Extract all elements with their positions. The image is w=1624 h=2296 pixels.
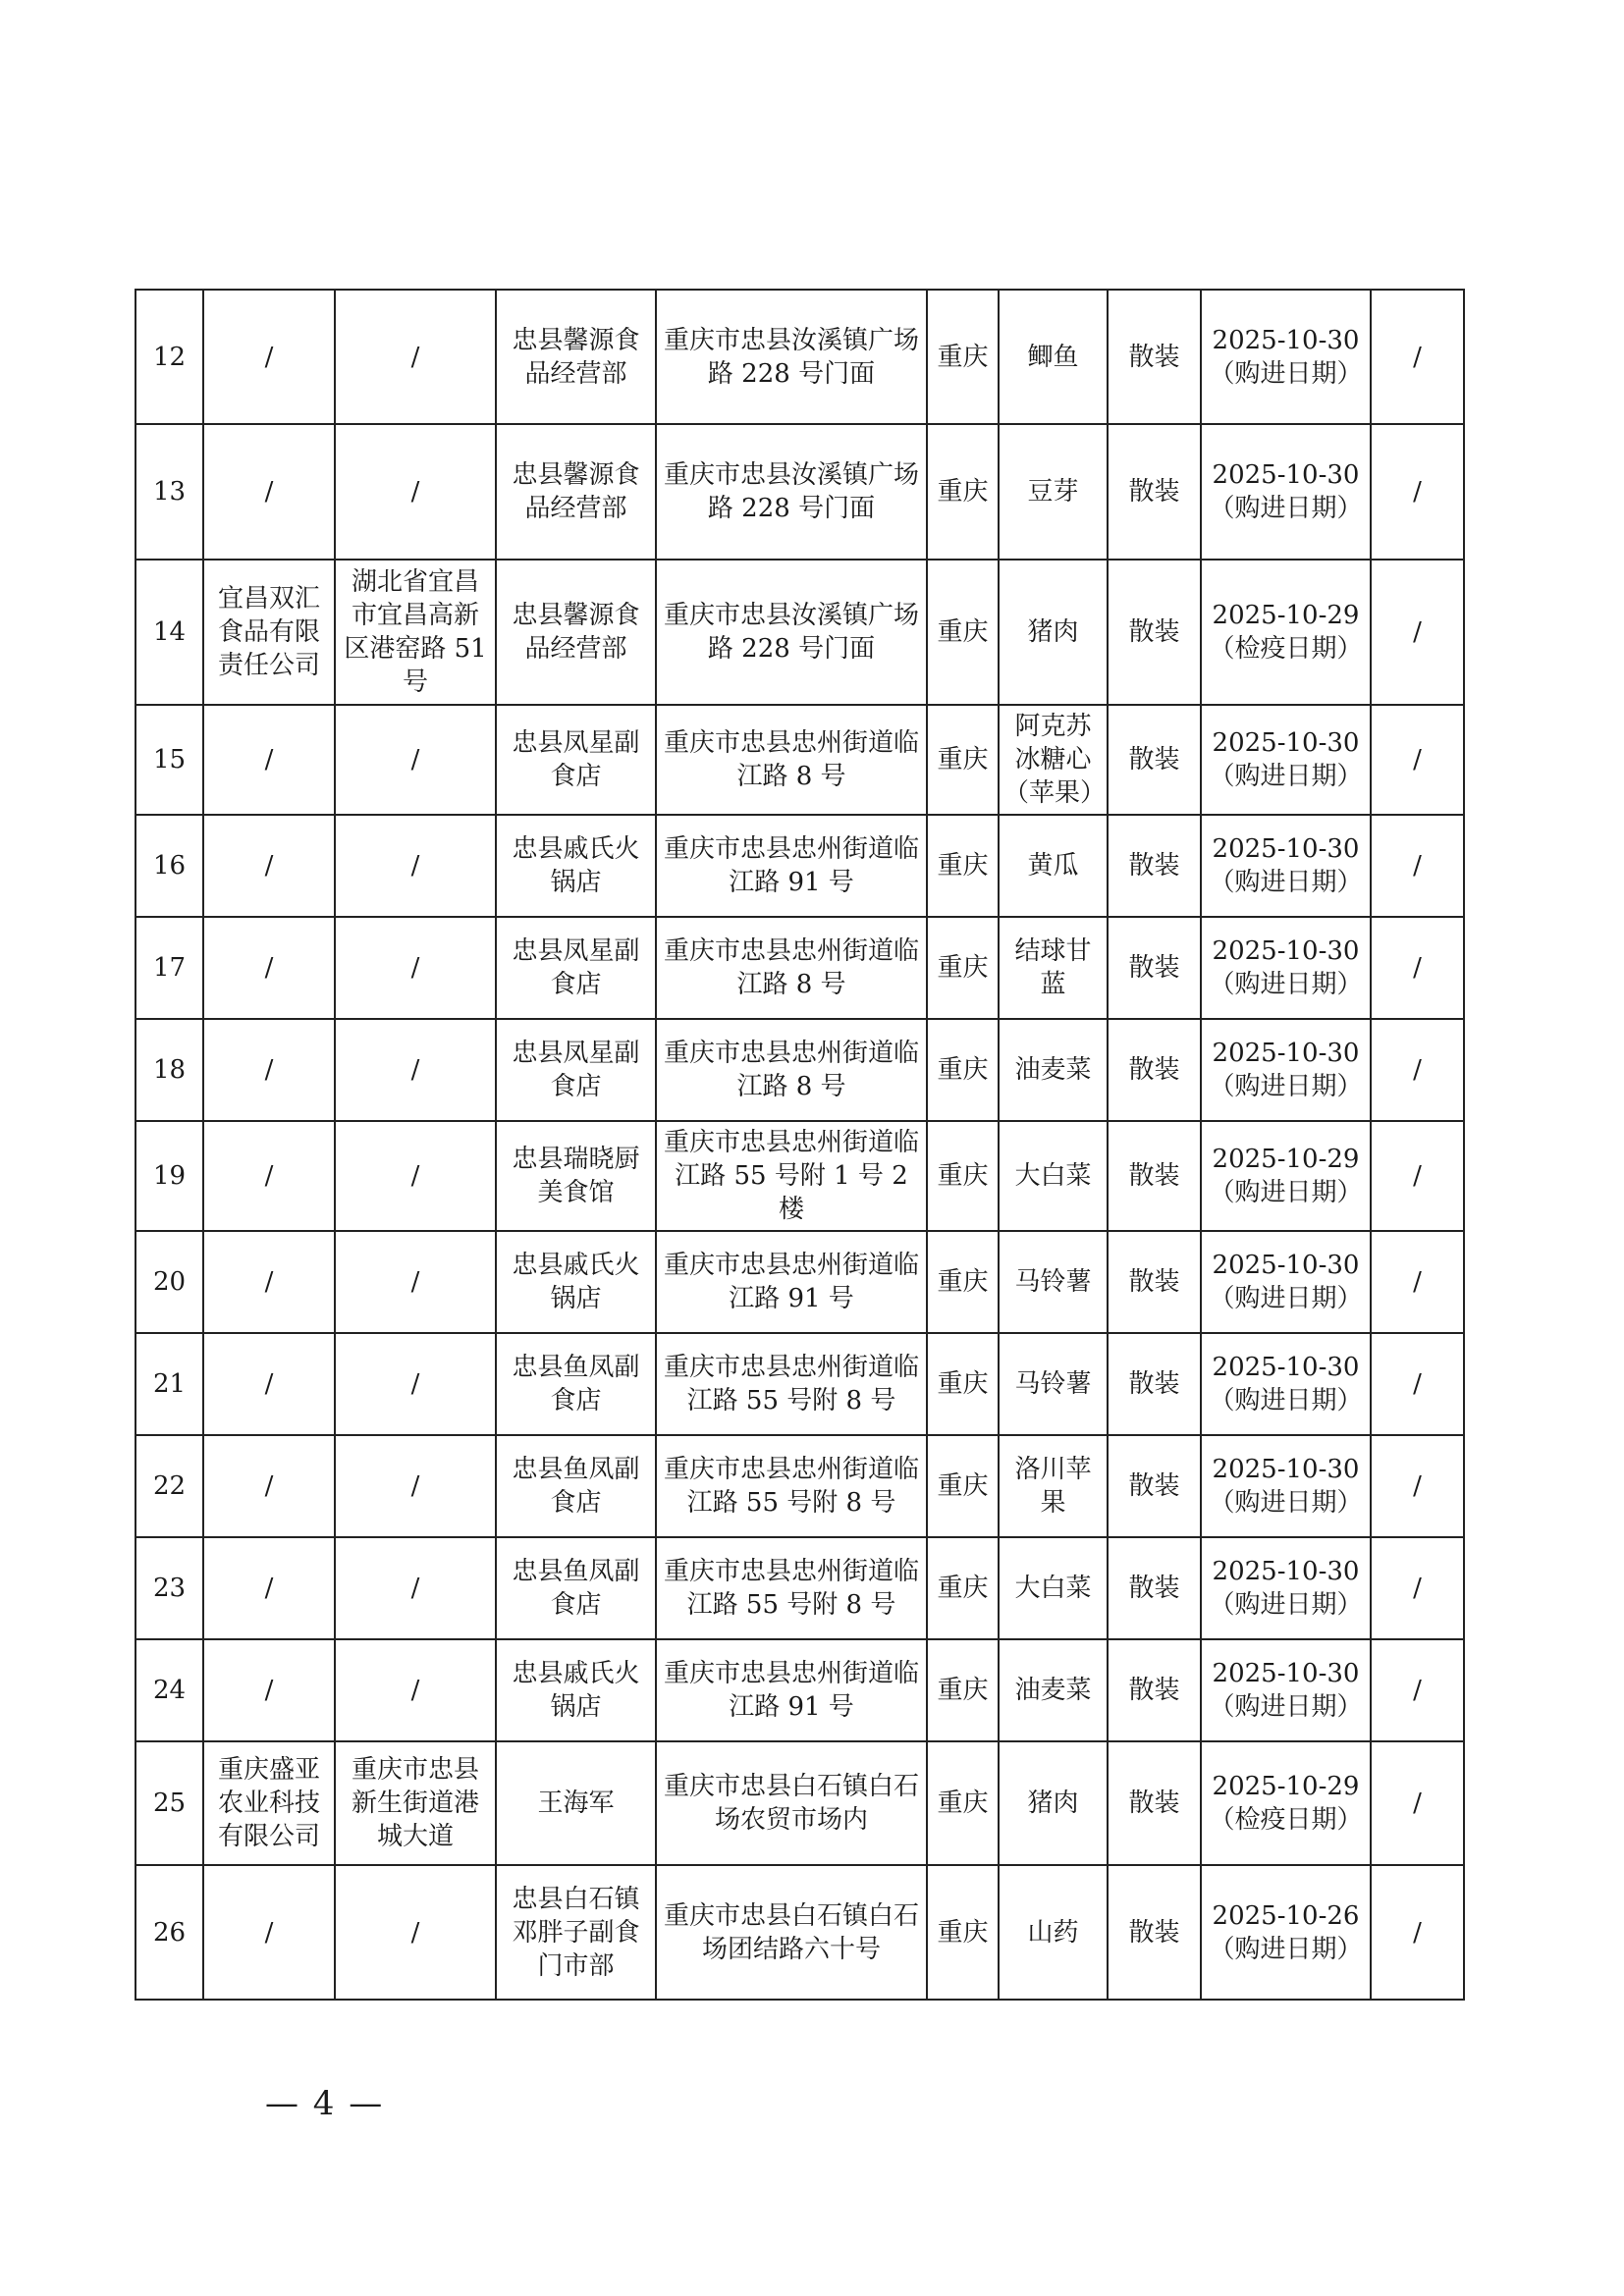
food-name-cell: 山药: [999, 1865, 1108, 2000]
producer-address-cell: 湖北省宜昌市宜昌高新区港窑路 51 号: [335, 560, 496, 705]
date-value: 2025-10-29: [1212, 1145, 1360, 1174]
producer-name-cell: /: [203, 290, 335, 424]
food-name-cell: 大白菜: [999, 1537, 1108, 1639]
table-row: [135, 917, 1464, 1019]
sampled-province-cell: 重庆: [927, 1121, 999, 1231]
sampled-unit-address-cell: 重庆市忠县忠州街道临江路 8 号: [656, 705, 927, 815]
date-value: 2025-10-30: [1212, 1659, 1360, 1688]
sampled-province-cell: 重庆: [927, 1741, 999, 1865]
remarks-cell: /: [1371, 1537, 1464, 1639]
sampled-province-cell: 重庆: [927, 815, 999, 917]
production-date-cell: [1201, 560, 1371, 705]
table-row: [135, 1639, 1464, 1741]
sampled-province-cell: 重庆: [927, 1537, 999, 1639]
sampled-province-cell: 重庆: [927, 290, 999, 424]
remarks-cell: /: [1371, 705, 1464, 815]
date-type: （购进日期）: [1209, 1178, 1363, 1207]
remarks-cell: /: [1371, 815, 1464, 917]
table-body: [135, 290, 1464, 2000]
date-value: 2025-10-30: [1212, 1039, 1360, 1068]
date-value: 2025-10-30: [1212, 460, 1360, 490]
date-type: （购进日期）: [1209, 358, 1363, 389]
table-row: [135, 1435, 1464, 1537]
producer-name-cell: 宜昌双汇食品有限责任公司: [203, 560, 335, 705]
row-number-cell: 12: [135, 290, 203, 424]
remarks-cell: /: [1371, 917, 1464, 1019]
specification-cell: 散装: [1108, 1639, 1201, 1741]
table-row: [135, 1865, 1464, 2000]
production-date-cell: [1201, 1537, 1371, 1639]
remarks-cell: /: [1371, 1121, 1464, 1231]
sampled-unit-name-cell: 忠县馨源食品经营部: [496, 560, 656, 705]
sampled-unit-address-cell: 重庆市忠县白石镇白石场农贸市场内: [656, 1741, 927, 1865]
sampled-unit-name-cell: 忠县瑞晓厨美食馆: [496, 1121, 656, 1231]
producer-address-cell: /: [335, 290, 496, 424]
specification-cell: 散装: [1108, 917, 1201, 1019]
specification-cell: 散装: [1108, 705, 1201, 815]
sampled-unit-name-cell: 王海军: [496, 1741, 656, 1865]
sampled-unit-address-cell: 重庆市忠县汝溪镇广场路 228 号门面: [656, 424, 927, 560]
food-name-cell: 马铃薯: [999, 1231, 1108, 1333]
date-type: （购进日期）: [1209, 762, 1363, 791]
date-type: （购进日期）: [1209, 1934, 1363, 1964]
sampled-unit-address-cell: 重庆市忠县汝溪镇广场路 228 号门面: [656, 560, 927, 705]
producer-address-cell: /: [335, 1333, 496, 1435]
sampled-unit-address-cell: 重庆市忠县忠州街道临江路 55 号附 8 号: [656, 1333, 927, 1435]
sampled-unit-name-cell: 忠县凤星副食店: [496, 917, 656, 1019]
row-number-cell: 17: [135, 917, 203, 1019]
sampled-province-cell: 重庆: [927, 1019, 999, 1121]
producer-address-cell: /: [335, 815, 496, 917]
sampled-unit-address-cell: 重庆市忠县忠州街道临江路 55 号附 8 号: [656, 1537, 927, 1639]
date-value: 2025-10-30: [1212, 936, 1360, 966]
date-value: 2025-10-30: [1212, 1251, 1360, 1280]
table-row: [135, 424, 1464, 560]
producer-name-cell: /: [203, 1537, 335, 1639]
table-row: [135, 1333, 1464, 1435]
production-date-cell: [1201, 705, 1371, 815]
sampling-results-table: [135, 289, 1465, 2001]
sampled-province-cell: 重庆: [927, 1865, 999, 2000]
producer-name-cell: 重庆盛亚农业科技有限公司: [203, 1741, 335, 1865]
sampled-unit-name-cell: 忠县鱼凤副食店: [496, 1333, 656, 1435]
producer-name-cell: /: [203, 1639, 335, 1741]
food-name-cell: 阿克苏冰糖心（苹果）: [999, 705, 1108, 815]
row-number-cell: 16: [135, 815, 203, 917]
sampled-province-cell: 重庆: [927, 560, 999, 705]
table-row: [135, 560, 1464, 705]
table-row: [135, 290, 1464, 424]
remarks-cell: /: [1371, 1435, 1464, 1537]
page-number: — 4 —: [265, 2084, 385, 2123]
sampled-unit-address-cell: 重庆市忠县白石镇白石场团结路六十号: [656, 1865, 927, 2000]
food-name-cell: 豆芽: [999, 424, 1108, 560]
production-date-cell: [1201, 1121, 1371, 1231]
date-value: 2025-10-29: [1212, 601, 1360, 630]
specification-cell: 散装: [1108, 1019, 1201, 1121]
specification-cell: 散装: [1108, 1121, 1201, 1231]
production-date-cell: [1201, 290, 1371, 424]
food-name-cell: 马铃薯: [999, 1333, 1108, 1435]
remarks-cell: /: [1371, 560, 1464, 705]
row-number-cell: 20: [135, 1231, 203, 1333]
sampled-unit-name-cell: 忠县凤星副食店: [496, 1019, 656, 1121]
producer-name-cell: /: [203, 917, 335, 1019]
row-number-cell: 24: [135, 1639, 203, 1741]
remarks-cell: /: [1371, 1231, 1464, 1333]
row-number-cell: 22: [135, 1435, 203, 1537]
sampled-unit-name-cell: 忠县鱼凤副食店: [496, 1435, 656, 1537]
food-name-cell: 结球甘蓝: [999, 917, 1108, 1019]
specification-cell: 散装: [1108, 1865, 1201, 2000]
table-row: [135, 1741, 1464, 1865]
sampled-unit-name-cell: 忠县戚氏火锅店: [496, 1231, 656, 1333]
remarks-cell: /: [1371, 1333, 1464, 1435]
sampled-province-cell: 重庆: [927, 1639, 999, 1741]
remarks-cell: /: [1371, 424, 1464, 560]
remarks-cell: /: [1371, 1865, 1464, 2000]
sampled-province-cell: 重庆: [927, 705, 999, 815]
production-date-cell: [1201, 1333, 1371, 1435]
sampled-unit-address-cell: 重庆市忠县忠州街道临江路 91 号: [656, 815, 927, 917]
producer-address-cell: /: [335, 1865, 496, 2000]
date-value: 2025-10-29: [1212, 1772, 1360, 1801]
producer-address-cell: /: [335, 1639, 496, 1741]
specification-cell: 散装: [1108, 1537, 1201, 1639]
producer-address-cell: /: [335, 1231, 496, 1333]
table-row: [135, 1537, 1464, 1639]
producer-name-cell: /: [203, 705, 335, 815]
sampled-unit-name-cell: 忠县馨源食品经营部: [496, 290, 656, 424]
date-value: 2025-10-30: [1212, 1455, 1360, 1484]
remarks-cell: /: [1371, 290, 1464, 424]
date-value: 2025-10-30: [1212, 1353, 1360, 1382]
sampled-unit-name-cell: 忠县白石镇邓胖子副食门市部: [496, 1865, 656, 2000]
row-number-cell: 21: [135, 1333, 203, 1435]
specification-cell: 散装: [1108, 1741, 1201, 1865]
date-type: （购进日期）: [1209, 970, 1363, 999]
date-value: 2025-10-30: [1212, 834, 1360, 864]
producer-name-cell: /: [203, 1019, 335, 1121]
row-number-cell: 13: [135, 424, 203, 560]
date-type: （购进日期）: [1209, 1386, 1363, 1415]
production-date-cell: [1201, 815, 1371, 917]
food-name-cell: 猪肉: [999, 560, 1108, 705]
sampled-unit-address-cell: 重庆市忠县忠州街道临江路 91 号: [656, 1639, 927, 1741]
producer-name-cell: /: [203, 815, 335, 917]
table-row: [135, 1019, 1464, 1121]
producer-address-cell: /: [335, 1435, 496, 1537]
producer-address-cell: /: [335, 917, 496, 1019]
food-name-cell: 油麦菜: [999, 1019, 1108, 1121]
specification-cell: 散装: [1108, 290, 1201, 424]
producer-address-cell: /: [335, 1537, 496, 1639]
production-date-cell: [1201, 1435, 1371, 1537]
producer-name-cell: /: [203, 1435, 335, 1537]
sampled-unit-address-cell: 重庆市忠县忠州街道临江路 55 号附 8 号: [656, 1435, 927, 1537]
sampled-unit-name-cell: 忠县凤星副食店: [496, 705, 656, 815]
date-type: （购进日期）: [1209, 1284, 1363, 1313]
row-number-cell: 14: [135, 560, 203, 705]
specification-cell: 散装: [1108, 424, 1201, 560]
sampled-unit-address-cell: 重庆市忠县忠州街道临江路 8 号: [656, 1019, 927, 1121]
date-type: （购进日期）: [1209, 1488, 1363, 1518]
producer-address-cell: /: [335, 705, 496, 815]
sampled-unit-address-cell: 重庆市忠县忠州街道临江路 55 号附 1 号 2 楼: [656, 1121, 927, 1231]
remarks-cell: /: [1371, 1741, 1464, 1865]
production-date-cell: [1201, 1865, 1371, 2000]
table-row: [135, 705, 1464, 815]
date-type: （购进日期）: [1209, 868, 1363, 897]
food-name-cell: 黄瓜: [999, 815, 1108, 917]
table-row: [135, 1231, 1464, 1333]
production-date-cell: [1201, 1019, 1371, 1121]
row-number-cell: 19: [135, 1121, 203, 1231]
sampled-unit-name-cell: 忠县戚氏火锅店: [496, 815, 656, 917]
date-type: （购进日期）: [1209, 1072, 1363, 1101]
date-type: （购进日期）: [1209, 1590, 1363, 1620]
remarks-cell: /: [1371, 1639, 1464, 1741]
sampled-province-cell: 重庆: [927, 917, 999, 1019]
row-number-cell: 23: [135, 1537, 203, 1639]
date-type: （检疫日期）: [1209, 634, 1363, 664]
production-date-cell: [1201, 424, 1371, 560]
producer-address-cell: /: [335, 1019, 496, 1121]
row-number-cell: 25: [135, 1741, 203, 1865]
producer-name-cell: /: [203, 1121, 335, 1231]
sampled-unit-address-cell: 重庆市忠县汝溪镇广场路 228 号门面: [656, 290, 927, 424]
food-name-cell: 大白菜: [999, 1121, 1108, 1231]
sampled-province-cell: 重庆: [927, 1333, 999, 1435]
sampled-province-cell: 重庆: [927, 424, 999, 560]
date-value: 2025-10-30: [1212, 1557, 1360, 1586]
producer-name-cell: /: [203, 1865, 335, 2000]
food-name-cell: 油麦菜: [999, 1639, 1108, 1741]
sampled-unit-name-cell: 忠县鱼凤副食店: [496, 1537, 656, 1639]
specification-cell: 散装: [1108, 815, 1201, 917]
production-date-cell: [1201, 1741, 1371, 1865]
table-row: [135, 815, 1464, 917]
date-value: 2025-10-30: [1212, 728, 1360, 758]
sampled-unit-address-cell: 重庆市忠县忠州街道临江路 8 号: [656, 917, 927, 1019]
row-number-cell: 15: [135, 705, 203, 815]
production-date-cell: [1201, 1639, 1371, 1741]
sampled-unit-name-cell: 忠县馨源食品经营部: [496, 424, 656, 560]
sampled-province-cell: 重庆: [927, 1231, 999, 1333]
remarks-cell: /: [1371, 1019, 1464, 1121]
producer-address-cell: /: [335, 424, 496, 560]
sampled-unit-name-cell: 忠县戚氏火锅店: [496, 1639, 656, 1741]
specification-cell: 散装: [1108, 560, 1201, 705]
production-date-cell: [1201, 1231, 1371, 1333]
sampled-province-cell: 重庆: [927, 1435, 999, 1537]
producer-name-cell: /: [203, 424, 335, 560]
row-number-cell: 26: [135, 1865, 203, 2000]
food-name-cell: 猪肉: [999, 1741, 1108, 1865]
specification-cell: 散装: [1108, 1231, 1201, 1333]
table-row: [135, 1121, 1464, 1231]
food-name-cell: 洛川苹果: [999, 1435, 1108, 1537]
row-number-cell: 18: [135, 1019, 203, 1121]
sampled-unit-address-cell: 重庆市忠县忠州街道临江路 91 号: [656, 1231, 927, 1333]
specification-cell: 散装: [1108, 1435, 1201, 1537]
date-value: 2025-10-30: [1212, 325, 1360, 355]
production-date-cell: [1201, 917, 1371, 1019]
producer-name-cell: /: [203, 1231, 335, 1333]
date-type: （检疫日期）: [1209, 1805, 1363, 1835]
producer-address-cell: /: [335, 1121, 496, 1231]
producer-name-cell: /: [203, 1333, 335, 1435]
date-value: 2025-10-26: [1212, 1900, 1360, 1931]
food-name-cell: 鲫鱼: [999, 290, 1108, 424]
date-type: （购进日期）: [1209, 1692, 1363, 1722]
producer-address-cell: 重庆市忠县新生街道港城大道: [335, 1741, 496, 1865]
date-type: （购进日期）: [1209, 494, 1363, 523]
specification-cell: 散装: [1108, 1333, 1201, 1435]
